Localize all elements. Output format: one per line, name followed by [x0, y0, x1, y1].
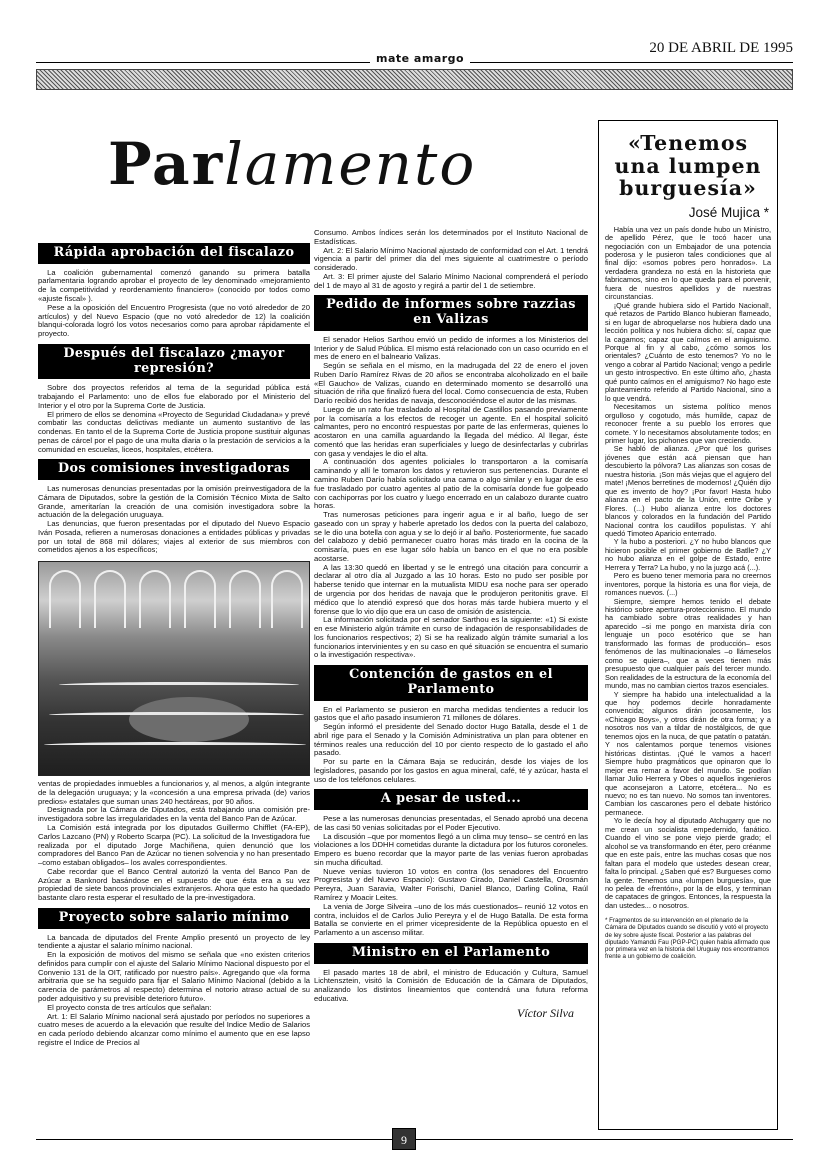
paragraph: El senador Helios Sarthou envió un pedido de informes a los Ministerios del Interior y de Salud Pública. El mismo está relacionado con un caso ocurrido en el mes de enero en el balneario Valizas. [314, 334, 588, 362]
paragraph: Art. 1: El Salario Mínimo nacional será ajustado por períodos no superiores a cuatro meses de acuerdo a la elevación que resulte del Indice Medio de Salarios en cada período debiendo alcanzar como mínimo el aumento que en ese lapso registre el Indice de Precios al [38, 1011, 310, 1047]
paragraph: El primero de ellos se denomina «Proyecto de Seguridad Ciudadana» y prevé combatir las conductas delictivas mediante un aumento sustantivo de las condenas. En tanto el de la Suprema Corte de Justicia propone sustituir algunas penas de cárcel por el pago de una multa diaria o la prestación de servicios a la comunidad en escuelas, liceos, hospitales, etcétera. [38, 409, 310, 454]
paragraph: Cabe recordar que el Banco Central autorizó la venta del Banco Pan de Azúcar a Banknord basándose en el supuesto de que ésta era a su vez propiedad de siete bancos provinciales extranjeros. Ahora que esto ha quedado bastante claro resta esperar el resultado de la pre-investigadora. [38, 866, 310, 903]
paragraph: Y la hubo a posteriori. ¿Y no hubo blancos que hicieron posible el primer gobierno de Batlle? ¿Y no hubo alianza en el golpe de Estado, entre Herrera y Terra? La hubo, y no la juzgo acá (...). [605, 537, 771, 572]
paragraph: Consumo. Ambos índices serán los determinados por el Instituto Nacional de Estadísticas. [314, 228, 588, 246]
photo-arch [271, 570, 303, 628]
paragraph: La Comisión está integrada por los diputados Guillermo Chifflet (FA-EP), Carlos Lazcano (PN) y Roberto Scarpa (PC). La solicitud de la Investigadora fue realizada por el diputado Jorge Machiñena, quien denunció que los compradores del Banco Pan de Azúcar no tienen solvencia y no han presentado –como estaban obligados– los avales correspondientes. [38, 823, 310, 868]
sidebar-author: José Mujica * [688, 204, 769, 220]
photo-floor [129, 697, 249, 742]
paragraph: Y siempre ha habido una intelectualidad a la que hoy podemos decirle honradamente convencida; algunos dirán jocosamente, los «Chicago Boys», y otros dirán de otra forma; y a nosotros nos van a tildar de nostálgicos, de que tenemos ojos en la nuca, de que patatín o patatán. Y nos calentamos porque tenemos visiones históricas distintas. ¡Qué le vamos a hacer! Siempre hubo pragmáticos que opinaron que lo mejor era remar a favor del mundo. Se podían llamar Julio Herrera y Obes o aquellos ingenieros que aconsejaron a Latorre, etcétera... No es nuevo; no es tan nuevo. No somos tan inventores. Cambian los cascarones pero el debate histórico permanece. [605, 689, 771, 817]
paragraph: Según informó el presidente del Senado doctor Hugo Batalla, desde el 1 de abril rige para el Senado y la Comisión Administrativa un plan para obtener en términos reales una reducción del 10 por ciento respecto de lo gastado el año pasado. [314, 722, 588, 758]
page-number: 9 [392, 1128, 416, 1150]
article-byline: Víctor Silva [517, 1005, 574, 1020]
paragraph: Pese a las numerosas denuncias presentadas, el Senado aprobó una decena de las casi 50 venias solicitadas por el Poder Ejecutivo. [314, 814, 588, 832]
paragraph: En la exposición de motivos del mismo se señala que «no existen criterios definidos para cumplir con el ajuste del Salario Mínimo Nacional dispuesto por el Convenio 131 de la OIT, ratificado por nuestro país». Agregando que «la forma arbitraria que se ha seguido para fijar el Salario Mínimo Nacional (debido a la carencia de parámetros al respecto) determina el notorio atraso actual de su poder adquisitivo y su previsible deterioro futuro». [38, 950, 310, 1003]
paragraph: La discusión –que por momentos llegó a un clima muy tenso– se centró en las violaciones a los DDHH cometidas durante la dictadura por los futuros coroneles. Empero es bueno recordar que la mayor parte de las venias fueron aprobadas sin mucha dificultad. [314, 831, 588, 867]
headline-gastos: Contención de gastos en el Parlamento [314, 665, 588, 700]
headline-ministro: Ministro en el Parlamento [314, 943, 588, 964]
paragraph: El pasado martes 18 de abril, el ministro de Educación y Cultura, Samuel Lichtensztein, visitó la Comisión de Educación de la Cámara de Diputados, analizando los distintos lineamientos que contendrá una futura reforma educativa. [314, 967, 588, 1003]
photo-bench [44, 742, 306, 748]
section-name: mate amargo [370, 52, 470, 65]
paragraph: ¡Qué grande hubiera sido el Partido Nacional!, qué retazos de Partido Blanco hubieran flameado, si en lugar de abroquelarse nos hubiera dado una lección política y nos hubiera dicho: sí, capaz que la cagamos; capaz que caímos en el amiguismo. Porque al fin y al cabo, ¿cómo somos los orientales? ¿Cuánto de esto tenemos? Yo no le vengo a cobrar al Partido Nacional; vengo a pedirle un gesto introspectivo. En este último año, ¿hasta qué punto caímos en el amiguismo? No hago este planteamiento referido al Partido Nacional, sino a lo que vendrá. [605, 300, 771, 403]
photo-arch [229, 570, 261, 628]
photo-arch [94, 570, 126, 628]
paragraph: Pero es bueno tener memoria para no creernos inventores, porque la historia es una flor vieja, de romances nuevos. (...) [605, 571, 771, 598]
photo-arch [49, 570, 81, 628]
headline-fiscalazo: Rápida aprobación del fiscalazo [38, 243, 310, 264]
paragraph: Luego de un rato fue trasladado al Hospital de Castillos pasando previamente por la comisaría a los efectos de recoger un agente. En el hospital solicitó calmantes, pero no encontró respuestas por parte de las enfermeras, quienes lo acostaron en una camilla aguardando la llegada del médico. Al llegar, éste comentó que las heridas eran superficiales y luego de desinfectarlas y cubrirlas con gasa y vendajes le dio el alta. [314, 404, 588, 458]
photo-arch [139, 570, 171, 628]
photo-arch [184, 570, 216, 628]
headline-comisiones: Dos comisiones investigadoras [38, 459, 310, 480]
paragraph: Se habló de alianza. ¿Por qué los gurises jóvenes que están acá piensan que han descubierto la pólvora? Las alianzas son cosas de nuestra historia. ¡Son más viejas que el agujero del mate! ¡Menos berretines de modernos! ¿Quién dijo que es invento de hoy? ¡Por favor! Hasta hubo alianza en el pacto de la Unión, entre Oribe y Flores. (...) Hubo alianza entre los doctores blancos y colorados en la fundación del Partido Nacional contra los caudillos populistas. Y ahí quedó Timoteo Aparicio enterrado. [605, 444, 771, 538]
paragraph: Designada por la Cámara de Diputados, está trabajando una comisión pre-investigadora sobre las irregularidades en la venta del Banco Pan de Azúcar. [38, 805, 310, 824]
opinion-sidebar [598, 120, 778, 1130]
paragraph: Las numerosas denuncias presentadas por la omisión preinvestigadora de la Cámara de Diputados, sobre la gestión de la Comisión Técnico Mixta de Salto Grande, ameritarían la creación de una comisión investigadora sobre la actuación de la delegación uruguaya. [38, 484, 310, 520]
paragraph: Necesitamos un sistema político menos orgulloso y cogotudo, más humilde, capaz de reconocer frente a su pueblo los errores que comete. Y lo necesitamos absolutamente todos; en primer lugar, los pichones que van creciendo. [605, 402, 771, 445]
paragraph: Art. 3: El primer ajuste del Salario Mínimo Nacional comprenderá el período del 1 de mayo al 31 de agosto y regirá a partir del 1 de setiembre. [314, 271, 588, 290]
parliament-chamber-photo [38, 561, 310, 776]
paragraph: Yo le decía hoy al diputado Atchugarry que no me crean un socialista empedernido, fanático. Cuando el vino se pone viejo pierde grado; el alcohol se va transformando en éter, pero créanme que en este país, entre las muchas cosas que nos faltan para el modelo que ustedes desean crear, falta lo principal. ¿Saben qué es? Burgueses como la gente. Tenemos una «lumpen burguesía», que no pelea de «frentón», por la de ellos, y terminan de capataces de gringos. Entonces, la respuesta la dan ustedes... o nosotros. [605, 816, 771, 910]
paragraph: Las denuncias, que fueron presentadas por el diputado del Nuevo Espacio Iván Posada, refieren a numerosas donaciones a entidades públicas y privadas por un total de 868 mil dólares; viajes al exterior de sus miembros con cometidos ajenos a los específicos; [38, 519, 310, 555]
paragraph: A las 13:30 quedó en libertad y se le entregó una citación para concurrir a declarar al otro día al Juzgado a las 10 horas. Esto no pudo ser posible por haberse tenido que internar en la mutualista MIDU esa noche para ser operado de urgencia por dos heridas de navaja que le produjeron peritonitis grave. El médico que lo atendió expresó que dos horas más tarde hubiera muerto y el forense que lo vio dijo que era un caso de omisión de asistencia. [314, 562, 588, 616]
paragraph: La bancada de diputados del Frente Amplio presentó un proyecto de ley tendiente a ajustar el salario mínimo nacional. [38, 932, 310, 951]
paragraph: Nueve venias tuvieron 10 votos en contra (los senadores del Encuentro Progresista y del Nuevo Espacio): Gustavo Cirado, Daniel Castella, Orosmán Pereyra, Juan Saravia, Walter Forischi, Daniel Blanco, Darling Colina, Raúl Ramírez y Moacir Leites. [314, 866, 588, 902]
paragraph: Por su parte en la Cámara Baja se reducirán, desde los viajes de los legisladores, pasando por los gastos en agua mineral, café, té y azúcar, hasta el uso de los teléfonos celulares. [314, 757, 588, 784]
hatched-banner [36, 69, 793, 90]
paragraph: El proyecto consta de tres artículos que señalan: [47, 1002, 212, 1012]
paragraph: Según se señala en el mismo, en la madrugada del 22 de enero el joven Ruben Darío Ramírez Rivas de 20 años se encontraba alcoholizado en el baile «El Gaucho» de Valizas, cuando en determinado momento se desarrolló una situación de riña que finalizó fuera del local. Como consecuencia de esta, Ruben Darío recibió dos heridas de navaja, desconociéndose el autor de las mismas. [314, 361, 588, 406]
paragraph: En el Parlamento se pusieron en marcha medidas tendientes a reducir los gastos que el año pasado insumieron 71 millones de dólares. [314, 704, 588, 723]
headline-razzias: Pedido de informes sobre razzias en Valizas [314, 295, 588, 330]
paragraph: La coalición gubernamental comenzó ganando su primera batalla parlamentaria logrando aprobar el proyecto de ley denominado «mejoramiento de la competitividad y reordenamiento financiero» (conocido por todos como «ajuste fiscal» ). [38, 267, 310, 303]
sidebar-footnote: * Fragmentos de su intervención en el plenario de la Cámara de Diputados cuando se discutió y votó el proyecto de ley sobre ajuste fiscal. Posterior a las palabras del diputado Yamandú Fau (PGP-PC) quien había afirmado que por primera vez en la historia del Uruguay nos encontramos frente a un gobierno de coalición. [605, 917, 771, 960]
paragraph: Había una vez un país donde hubo un Ministro, de apellido Pérez, que le tocó hacer una negociación con un Embajador de una potencia poderosa y le pusieron tales condiciones que al final dijo: «somos pobres pero honrados». La verdadera grandeza no está en la historieta que fabricamos, sino en lo que queda para el porvenir, fuera de nuestros apellidos y de nuestras circunstancias. [605, 224, 771, 302]
paragraph: Art. 2: El Salario Mínimo Nacional ajustado de conformidad con el Art. 1 tendrá vigencia a partir del primer día del mes siguiente al cuatrimestre o período considerado. [314, 245, 588, 273]
paragraph: ventas de propiedades inmuebles a funcionarios y, al menos, a algún integrante de la delegación uruguaya; y la «concesión a una empresa privada (de) varios predios» estatales que suman unas 240 hectáreas, por 90 años. [38, 779, 310, 806]
sidebar-body [605, 226, 771, 911]
paragraph: A continuación dos agentes policiales lo transportaron a la comisaría caminando y allí le tomaron los datos y retuvieron sus pertenencias. Durante el camino Ruben Darío había solicitado una cama o algo similar y en lugar de eso fue trasladado por cuatro agentes al patio de la comisaría donde fue golpeado con cachiporras por los cuatro y luego encerrado en un calabozo durante cuatro horas. [314, 457, 588, 511]
sidebar-title: «Tenemos una lumpen burguesía» [614, 131, 762, 201]
headline-represion: Después del fiscalazo ¿mayor represión? [38, 344, 310, 379]
headline-pesar: A pesar de usted... [314, 789, 588, 810]
paragraph: Siempre, siempre hemos tenido el debate histórico sobre apertura-proteccionismo. El mundo ha cambiado sobre otras realidades y han aparecido –si me pongo en marxista diría con lenguaje un poco esotérico que se han transformado las formas de producción– esos fenómenos de las multinacionales –o llámeselos como se quiera–, que a veces tienen más presupuesto que cualquier país del tercer mundo. Son realidades de la estructura de la economía del mundo, mas no cambian ciertos trazos esenciales. [605, 596, 771, 691]
photo-bench [59, 682, 299, 688]
headline-salario: Proyecto sobre salario mínimo [38, 908, 310, 929]
paragraph: Sobre dos proyectos referidos al tema de la seguridad pública está trabajando el Parlamento: uno de ellos fue elaborado por el Ministerio del Interior y el otro por la Suprema Corte de Justicia. [38, 383, 310, 410]
photo-bench [49, 712, 304, 718]
paragraph: Tras numerosas peticiones para ingerir agua e ir al baño, luego de ser gaseado con un spray y haberle apretado los dedos con la puerta del calabozo, se le dio una botella con agua y se lo dejó ir al baño. Posteriormente, fue sacado del calabozo y debió permanecer cuatro horas más tirado en la cocina de la comisaría, pues en ese lugar sólo había un banco en el que no era posible acostarse. [314, 510, 588, 563]
column-left [38, 238, 310, 1048]
paragraph: La información solicitada por el senador Sarthou es la siguiente: «1) Si existe en ese Ministerio algún trámite en curso de indagación de responsabilidades de los funcionarios respectivos; 2) Si se ha realizado algún trámite sumarial a los funcionarios intervinientes y en su caso en qué situación se encuentra el sumario o la investigación respectiva». [314, 615, 588, 660]
paragraph: La venia de Jorge Silveira –uno de los más cuestionados– reunió 12 votos en contra, incluidos el de Carlos Julio Pereyra y el de Hugo Batalla. De esta forma Batalla se convierte en el primer vicepresidente de la República opuesto en el Parlamento a un ascenso militar. [314, 901, 588, 938]
issue-date: 20 DE ABRIL DE 1995 [649, 40, 793, 56]
column-middle [314, 229, 588, 1020]
paragraph: Pese a la oposición del Encuentro Progresista (que no votó alrededor de 20 artículos) y del Nuevo Espacio (que no votó alrededor de 12) la coalición blanqui-colorada logró los votos necesarios como para aprobar rápidamente el proyecto. [38, 302, 310, 339]
main-title: Parlamento [108, 130, 477, 198]
